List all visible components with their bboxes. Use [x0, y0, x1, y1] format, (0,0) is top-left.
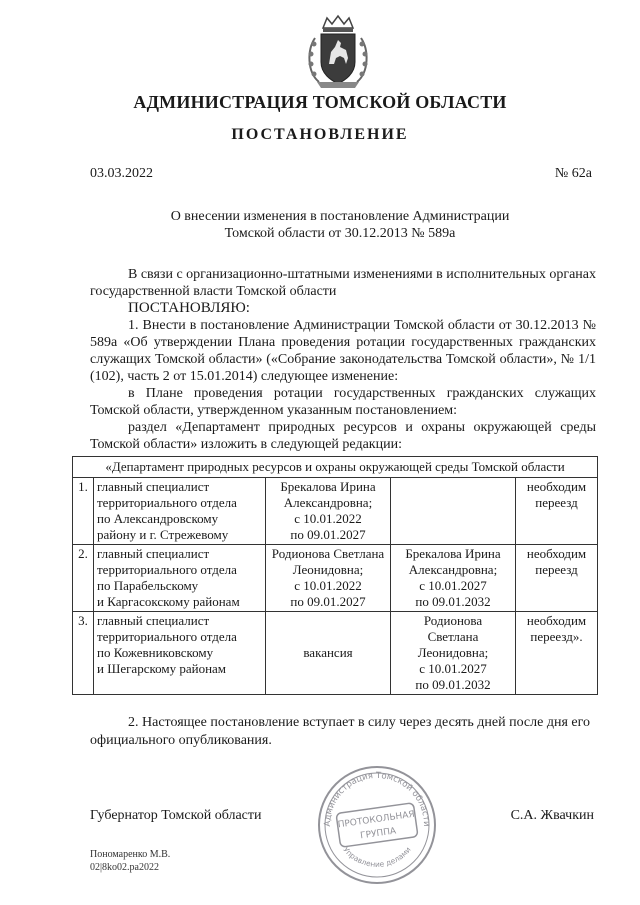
holder-line: вакансия: [303, 645, 353, 660]
holder-line: Александровна;: [408, 562, 498, 577]
item-2-text: 2. Настоящее постановление вступает в силу через десять дней после дня его официального опубликования.: [90, 715, 590, 748]
document-date: 03.03.2022: [90, 166, 153, 181]
table-header: «Департамент природных ресурсов и охраны окружающей среды Томской области: [73, 457, 598, 478]
document-body: [90, 266, 596, 453]
position-line: и Шегарскому районам: [97, 661, 227, 676]
current-holder-cell: [266, 545, 391, 612]
holder-line: по 09.01.2032: [415, 594, 491, 609]
row-number: 2.: [73, 545, 94, 612]
row-number: 1.: [73, 478, 94, 545]
document-number: № 62а: [554, 166, 592, 181]
position-cell: [94, 612, 266, 695]
holder-line: Александровна;: [283, 495, 373, 510]
holder-line: Леонидовна;: [417, 645, 489, 660]
document-code: 02|8ko02.pa2022: [90, 862, 159, 873]
subject-line: О внесении изменения в постановление Администрации: [170, 209, 510, 224]
position-line: и Каргасокскому районам: [97, 594, 240, 609]
coat-of-arms-icon: [305, 14, 371, 90]
executor-name: Пономаренко М.В.: [90, 849, 171, 860]
rotation-table: [72, 456, 598, 695]
stamp-inner-line: ПРОТОКОЛЬНАЯ: [337, 809, 416, 831]
position-line: главный специалист: [97, 613, 210, 628]
holder-line: Брекалова Ирина: [280, 479, 376, 494]
table-header-row: [73, 457, 598, 478]
note-line: необходим: [526, 613, 587, 628]
stamp-inner-line: ГРУППА: [359, 826, 397, 842]
holder-line: с 10.01.2022: [294, 511, 362, 526]
holder-line: по 09.01.2027: [290, 527, 366, 542]
official-stamp: [316, 764, 438, 886]
position-line: главный специалист: [97, 479, 210, 494]
signer-position: Губернатор Томской области: [90, 808, 262, 823]
signer-name: С.А. Жвачкин: [510, 808, 594, 823]
item-1-paragraph: 1. Внести в постановление Администрации Томской области от 30.12.2013 № 589а «Об утверждении Плана проведения ротации государственных гражданских служащих Томской области» («Собрание законодательства Томской области», № 1/1 (102), часть 2 от 15.01.2014) следующее изменение:: [90, 318, 596, 384]
note-line: переезд».: [530, 629, 583, 644]
row-number: 3.: [73, 612, 94, 695]
plan-paragraph: в Плане проведения ротации государственных гражданских служащих Томской области, утвержденном указанным постановлением:: [90, 386, 596, 418]
holder-line: по 09.01.2027: [290, 594, 366, 609]
position-line: по Александровскому: [97, 511, 219, 526]
current-holder-cell: [266, 478, 391, 545]
table-row: [73, 545, 598, 612]
position-line: району и г. Стрежевому: [97, 527, 229, 542]
next-holder-cell: [391, 478, 516, 545]
preamble-paragraph: В связи с организационно-штатными изменениями в исполнительных органах государственной власти Томской области: [90, 267, 596, 299]
position-line: по Парабельскому: [97, 578, 199, 593]
stamp-bottom-text: Управление делами: [341, 845, 413, 869]
holder-line: Родионова: [423, 613, 483, 628]
note-line: необходим: [526, 546, 587, 561]
next-holder-cell: [391, 545, 516, 612]
table-row: [73, 478, 598, 545]
document-type: ПОСТАНОВЛЕНИЕ: [231, 126, 409, 143]
position-cell: [94, 478, 266, 545]
holder-line: по 09.01.2032: [415, 677, 491, 692]
item-2-paragraph: [90, 714, 596, 750]
position-line: по Кожевниковскому: [97, 645, 214, 660]
note-cell: [516, 478, 598, 545]
document-subject: [110, 208, 570, 242]
table-row: [73, 612, 598, 695]
position-cell: [94, 545, 266, 612]
note-line: необходим: [526, 479, 587, 494]
note-cell: [516, 545, 598, 612]
holder-line: Светлана: [427, 629, 479, 644]
holder-line: Родионова Светлана: [271, 546, 385, 561]
organization-title: АДМИНИСТРАЦИЯ ТОМСКОЙ ОБЛАСТИ: [133, 92, 507, 112]
executor-info: [90, 848, 170, 874]
stamp-outer-text: Администрация Томской области: [322, 770, 432, 827]
position-line: территориального отдела: [97, 629, 237, 644]
holder-line: с 10.01.2027: [419, 578, 487, 593]
holder-line: с 10.01.2027: [419, 661, 487, 676]
position-line: территориального отдела: [97, 562, 237, 577]
holder-line: с 10.01.2022: [294, 578, 362, 593]
current-holder-cell: [266, 612, 391, 695]
holder-line: Брекалова Ирина: [405, 546, 501, 561]
section-paragraph: раздел «Департамент природных ресурсов и охраны окружающей среды Томской области» изложить в следующей редакции:: [90, 420, 596, 452]
position-line: территориального отдела: [97, 495, 237, 510]
note-cell: [516, 612, 598, 695]
next-holder-cell: [391, 612, 516, 695]
note-line: переезд: [535, 495, 578, 510]
position-line: главный специалист: [97, 546, 210, 561]
subject-line: Томской области от 30.12.2013 № 589а: [224, 226, 456, 241]
note-line: переезд: [535, 562, 578, 577]
holder-line: Леонидовна;: [292, 562, 364, 577]
decree-word: ПОСТАНОВЛЯЮ:: [128, 300, 250, 316]
